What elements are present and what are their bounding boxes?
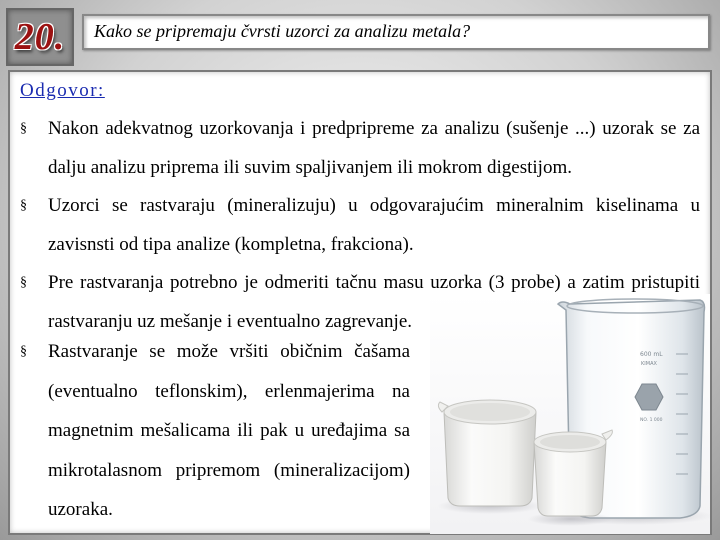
svg-text:NO. 1 000: NO. 1 000 [640,418,663,423]
slide-title-box [82,14,710,50]
bullet-item [20,109,700,187]
slide-number-badge [6,8,74,66]
slide-title: Kako se pripremaju čvrsti uzorci za analizu metala? [94,21,471,41]
bullet-marker-icon: § [20,198,27,213]
bullet-marker-icon: § [20,121,27,136]
bullet-text: Nakon adekvatnog uzorkovanja i predpripreme za analizu (sušenje ...) uzorak se za dalju analizu priprema ili suvim spaljivanjem ili mokrom digestijom. [48,118,700,178]
bullet-item [20,332,410,530]
bullet-marker-icon: § [20,344,27,359]
bullet-text: Uzorci se rastvaraju (mineralizuju) u odgovarajućim mineralnim kiselinama u zavisnsti od tipa analize (kompletna, frakciona). [48,195,700,255]
teflon-beaker-icon [438,400,542,514]
content-panel [8,70,712,535]
beakers-photo [430,294,710,534]
bullet-text: Pre rastvaranja potrebno je odmeriti tačnu masu uzorka (3 probe) a zatim pristupiti rastvaranju uz mešanje i eventualno zagrevanje. [48,272,700,332]
slide-number: 20. [14,16,66,58]
bullet-marker-icon: § [20,275,27,290]
svg-text:KIMAX: KIMAX [641,361,657,367]
bullet-text: Rastvaranje se može vršiti običnim čašama (eventualno teflonskim), erlenmajerima na magnetnim mešalicama ili pak u uređajima sa mikrotalasnom pripremom (mineralizacijom) uzoraka. [48,341,410,520]
teflon-beaker-icon [528,430,612,526]
bullet-item [20,186,700,264]
answer-heading: Odgovor: [20,80,105,101]
svg-text:600 mL: 600 mL [640,351,663,358]
